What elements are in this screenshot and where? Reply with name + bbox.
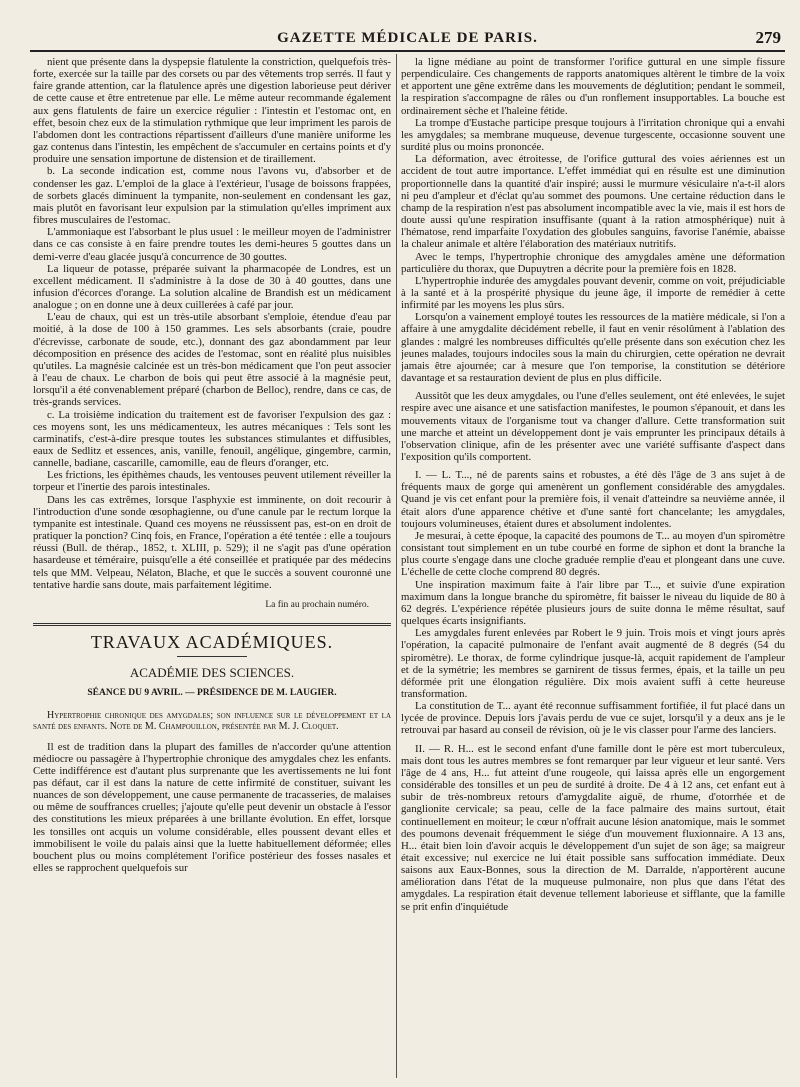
column-divider <box>396 54 397 1078</box>
paragraph: L'ammoniaque est l'absorbant le plus usuel : le meilleur moyen de l'administrer dans ce cas consiste à en faire prendre toutes les demi-heures 5 gouttes dans un demi-verre d'eau glacée jusqu'à concurrence de 30 gouttes. <box>33 226 391 263</box>
left-column <box>33 56 391 1076</box>
paragraph: La constitution de T... ayant été reconnue suffisamment fortifiée, il fut placé dans un lycée de province. Depuis lors j'avais perdu de vue ce sujet, lorsqu'il y a deux ans je le retrouvai par hasard au conseil de révision, où je le vis classer pour l'arme des lanciers. <box>401 700 785 737</box>
note-heading: Hypertrophie chronique des amygdales; son influence sur le développement et la santé des enfants. Note de M. Champouillon, présentée par M. J. Cloquet. <box>33 709 391 732</box>
paragraph: nient que présente dans la dyspepsie flatulente la constriction, quelquefois très-forte, exercée sur la taille par des corsets ou par des vêtements trop serrés. Il faut y faire grande attention, car la flatulence après une digestion laborieuse peut dériver de cette cause et être entretenue par elle. Le même auteur recommande également aux gens flatulents de faire un exercice régulier : l'intestin et l'estomac ont, en effet, besoin chez eux de la stimulation rythmique que leur impriment les parois de l'abdomen dont les contractions répartissent d'ailleurs d'une manière uniforme les gaz contenus dans l'intestin, les empêchent de s'accumuler en certains points et d'y produire une sensation importune de distension et de tiraillement. <box>33 56 391 166</box>
paragraph: L'eau de chaux, qui est un très-utile absorbant s'emploie, étendue d'eau par moitié, à la dose de 100 à 150 grammes. Les sels absorbants (craie, poudre d'écrevisse, carbonate de soude, etc.), donnant des gaz abondamment par leur décomposition en présence des acides de l'estomac, sont en réalité plus nuisibles qu'utiles. La magnésie calcinée est un très-bon médicament que l'on peut associer à l'eau de chaux. Le charbon de bois qui peut être associé à la magnésie peut, lorsqu'il a été convenablement préparé (charbon de Belloc), rendre, dans ce cas, de très-grands services. <box>33 311 391 409</box>
paragraph: Dans les cas extrêmes, lorsque l'asphyxie est imminente, on doit recourir à l'introduction d'une sonde œsophagienne, ou d'une canule par le rectum lorque la tympanite est intestinale. Quand ces moyens ne réussissent pas, est-on en droit de pratiquer la ponction? Cinq fois, en France, l'opération a été tentée : elle a toujours réussi (Bull. de thérap., 1852, t. XLIII, p. 529); il ne s'agit pas d'une opération hasardeuse et téméraire, puisqu'elle a été conseillée et pratiquée par des médecins tels que MM. Velpeau, Nélaton, Blache, et que le succès a souvent couronné une tentative hardie sans doute, mais parfaitement légitime. <box>33 493 391 591</box>
section-title: TRAVAUX ACADÉMIQUES. <box>90 632 334 653</box>
page-number: 279 <box>755 28 781 47</box>
paragraph: la ligne médiane au point de transformer l'orifice guttural en une simple fissure perpendiculaire. Ces changements de rapports anatomiques altèrent le timbre de la voix et apportent une gêne extrême dans les mouvements de déglutition; pendant le sommeil, la respiration s'accompagne de râles ou d'un ronflement insupportables. La bouche est ordinairement sèche et l'haleine fétide. <box>401 56 785 117</box>
right-column <box>401 56 785 1076</box>
page-header <box>30 20 785 52</box>
paragraph: Avec le temps, l'hypertrophie chronique des amygdales amène une déformation particulière du thorax, que Dupuytren a décrite pour la première fois en 1828. <box>401 250 785 275</box>
continued-notice: La fin au prochain numéro. <box>265 599 369 610</box>
paragraph: c. La troisième indication du traitement est de favoriser l'expulsion des gaz : ces moyens sont, les uns médicamenteux, les autres mécaniques : Tels sont les carminatifs, c'est-à-dire presque toutes les substances stimulantes et diffusibles, eaux de Sedlitz et essences, anis, vanille, fenouil, angélique, gingembre, carmin, cannelle, badiane, cascarille, camomille, eau de fleurs d'oranger, etc. <box>33 408 391 470</box>
section-separator <box>33 623 391 626</box>
paragraph: La trompe d'Eustache participe presque toujours à l'irritation chronique qui a envahi les amygdales; sa membrane muqueuse, devenue turgescente, occasionne souvent une surdité plus ou moins prononcée. <box>401 116 785 154</box>
section-subtitle: ACADÉMIE DES SCIENCES. <box>129 665 295 681</box>
paragraph: La liqueur de potasse, préparée suivant la pharmacopée de Londres, est un excellent médicament. Il s'administre à la dose de 30 à 40 gouttes, dans une infusion d'écorces d'orange. La solution alcaline de Brandish est un médicament analogue ; on en donne une à deux cuillerées à café par jour. <box>33 262 391 312</box>
journal-title: GAZETTE MÉDICALE DE PARIS. <box>277 30 538 46</box>
paragraph: b. La seconde indication est, comme nous l'avons vu, d'absorber et de condenser les gaz. L'emploi de la glace à l'extérieur, l'usage de boissons frappées, de sorbets glacés diminuent la tympanite, non-seulement en condensant les gaz, mais plutôt en favorisant leur expulsion par la stimulation qu'elles impriment aux fibres musculaires de l'estomac. <box>33 165 391 227</box>
paragraph: Les frictions, les épithèmes chauds, les ventouses peuvent utilement réveiller la torpeur et l'inertie des parois intestinales. <box>33 469 391 494</box>
title-rule <box>177 656 247 657</box>
paragraph: Je mesurai, à cette époque, la capacité des poumons de T... au moyen d'un spiromètre consistant tout simplement en un tube courbé en forme de siphon et dont la branche la plus courte s'engage dans une cloche graduée remplie d'eau et plongeant dans une cuve. L'échelle de cette cloche comprend 80 degrés. <box>401 529 785 579</box>
paragraph: Une inspiration maximum faite à l'air libre par T..., et suivie d'une expiration maximum dans la longue branche du spiromètre, fit baisser le niveau du liquide de 80 à 62 degrés. L'expérience répétée plusieurs jours de suite donna le même résultat, sauf quelques écarts insignifiants. <box>401 578 785 628</box>
paragraph: II. — R. H... est le second enfant d'une famille dont le père est mort tuberculeux, mais dont tous les autres membres se font remarquer par leur vigueur et leur santé. Vers l'âge de 4 ans, H... fut atteint d'une rougeole, qui laissa après elle un engorgement considérable des tonsilles et un peu de surdité à droite. De 4 à 12 ans, cet enfant eut à subir de très-nombreux retours d'amygdalite aiguë, de rhume, d'otorrhée et de ganglionite cervicale; sa peau, celle de la face palmaire des mains surtout, était continuellement en moiteur; le cœur n'offrait aucune lésion anatomique, mais le sommet des poumons devenait fréquemment le siége d'un mouvement fluxionnaire. A 13 ans, H... était bien loin d'avoir acquis le développement d'un sujet de son âge; sa maigreur était excessive; nul exercice ne lui était possible sans suffocation immédiate. Deux saisons aux Eaux-Bonnes, sous la direction de M. Darralde, n'apportèrent aucune amélioration dans l'état de la muqueuse pulmonaire, non plus que dans l'état des amygdales. La respiration était devenue tellement laborieuse et sifflante, que la famille se prit enfin d'inquiétude <box>401 742 785 913</box>
session-heading: SÉANCE DU 9 AVRIL. — PRÉSIDENCE DE M. LAUGIER. <box>87 688 337 699</box>
paragraph: Aussitôt que les deux amygdales, ou l'une d'elles seulement, ont été enlevées, le sujet respire avec une aisance et une satisfaction manifestes, le poumon s'épanouit, et dans les mouvements vitaux de l'organisme tout va changer d'allure. Cette transformation suit une marche et atteint un développement dont je vais emprunter les principaux détails à l'observation clinique, afin de les présenter avec une variété suffisante d'aspect dans l'exposition qu'ils comportent. <box>401 390 785 463</box>
paragraph: La déformation, avec étroitesse, de l'orifice guttural des voies aériennes est un accident de tout autre importance. L'effet immédiat qui en résulte est une diminution proportionnelle dans la quantité d'air inspiré; aussi le murmure vésiculaire n'a-t-il alors ni peu d'ampleur et d'éclat qu'au sommet des poumons. Une certaine réduction dans le champ de la respiration n'est pas absolument incompatible avec la vie, mais il est hors de doute aussi qu'une respiration insuffisante (quant à la ration atmosphérique) nuit à l'hématose, rend imparfaite l'oxydation des globules sanguins, favorise l'anémie, abaisse la chaleur animale et altère l'élaboration des matériaux nutritifs. <box>401 153 785 251</box>
paragraph: L'hypertrophie indurée des amygdales pouvant devenir, comme on voit, préjudiciable à la santé et à la prospérité physique du jeune âge, il importe de remédier à cette infirmité par les moyens les plus sûrs. <box>401 274 785 312</box>
paragraph: Lorsqu'on a vainement employé toutes les ressources de la matière médicale, si l'on a affaire à une amygdalite décidément rebelle, il faut en venir résolûment à l'ablation des glandes : malgré les nombreuses difficultés qu'elle présente dans son exécution chez les jeunes malades, toujours indociles sous la main du chirurgien, cette opération ne devrait jamais être ajournée; car à mesure que l'on temporise, la constitution se détériore davantage et sa restauration devient de plus en plus difficile. <box>401 311 785 385</box>
paragraph: Il est de tradition dans la plupart des familles de n'accorder qu'une attention médiocre ou passagère à l'hypertrophie chronique des amygdales chez les enfants. Cette indifférence est d'autant plus surprenante que les avertissements ne lui font pas défaut, car il est dans la nature de cette infirmité de constituer, suivant les nuances de son développement, une cause permanente de tracasseries, de malaises ou même de souffrances cruelles; j'ajoute qu'elle peut devenir un obstacle à l'essor des constitutions les mieux préparées à une brillante évolution. En effet, lorsque les tonsilles ont acquis un volume considérable, elles poussent devant elles et immobilisent le voile du palais ainsi que la luette habituellement déformée; elles bouchent plus ou moins complétement l'orifice postérieur des fosses nasales et elles se rapprochent quelquefois sur <box>33 740 391 875</box>
paragraph: I. — L. T..., né de parents sains et robustes, a été dès l'âge de 3 ans sujet à de fréquents maux de gorge qui amenèrent un gonflement considérable des amygdales. Quand je vis cet enfant pour la première fois, il venait d'atteindre sa neuvième année, il était alors d'une apparence chétive et d'une santé fort chancelante; les amygdales, toujours volumineuses, étaient dures et absolument indolentes. <box>401 469 785 530</box>
paragraph: Les amygdales furent enlevées par Robert le 9 juin. Trois mois et vingt jours après l'opération, la capacité pulmonaire de l'enfant avait augmenté de 8 degrés (54 du spiromètre). Le thorax, de forme cylindrique jusque-là, acquit rapidement de l'ampleur et de la symétrie; les membres se garnirent de tissus fermes, épais, et la taille un peu déformée prit une élongation régulière. Dix mois avaient suffi à cette heureuse transformation. <box>401 627 785 700</box>
